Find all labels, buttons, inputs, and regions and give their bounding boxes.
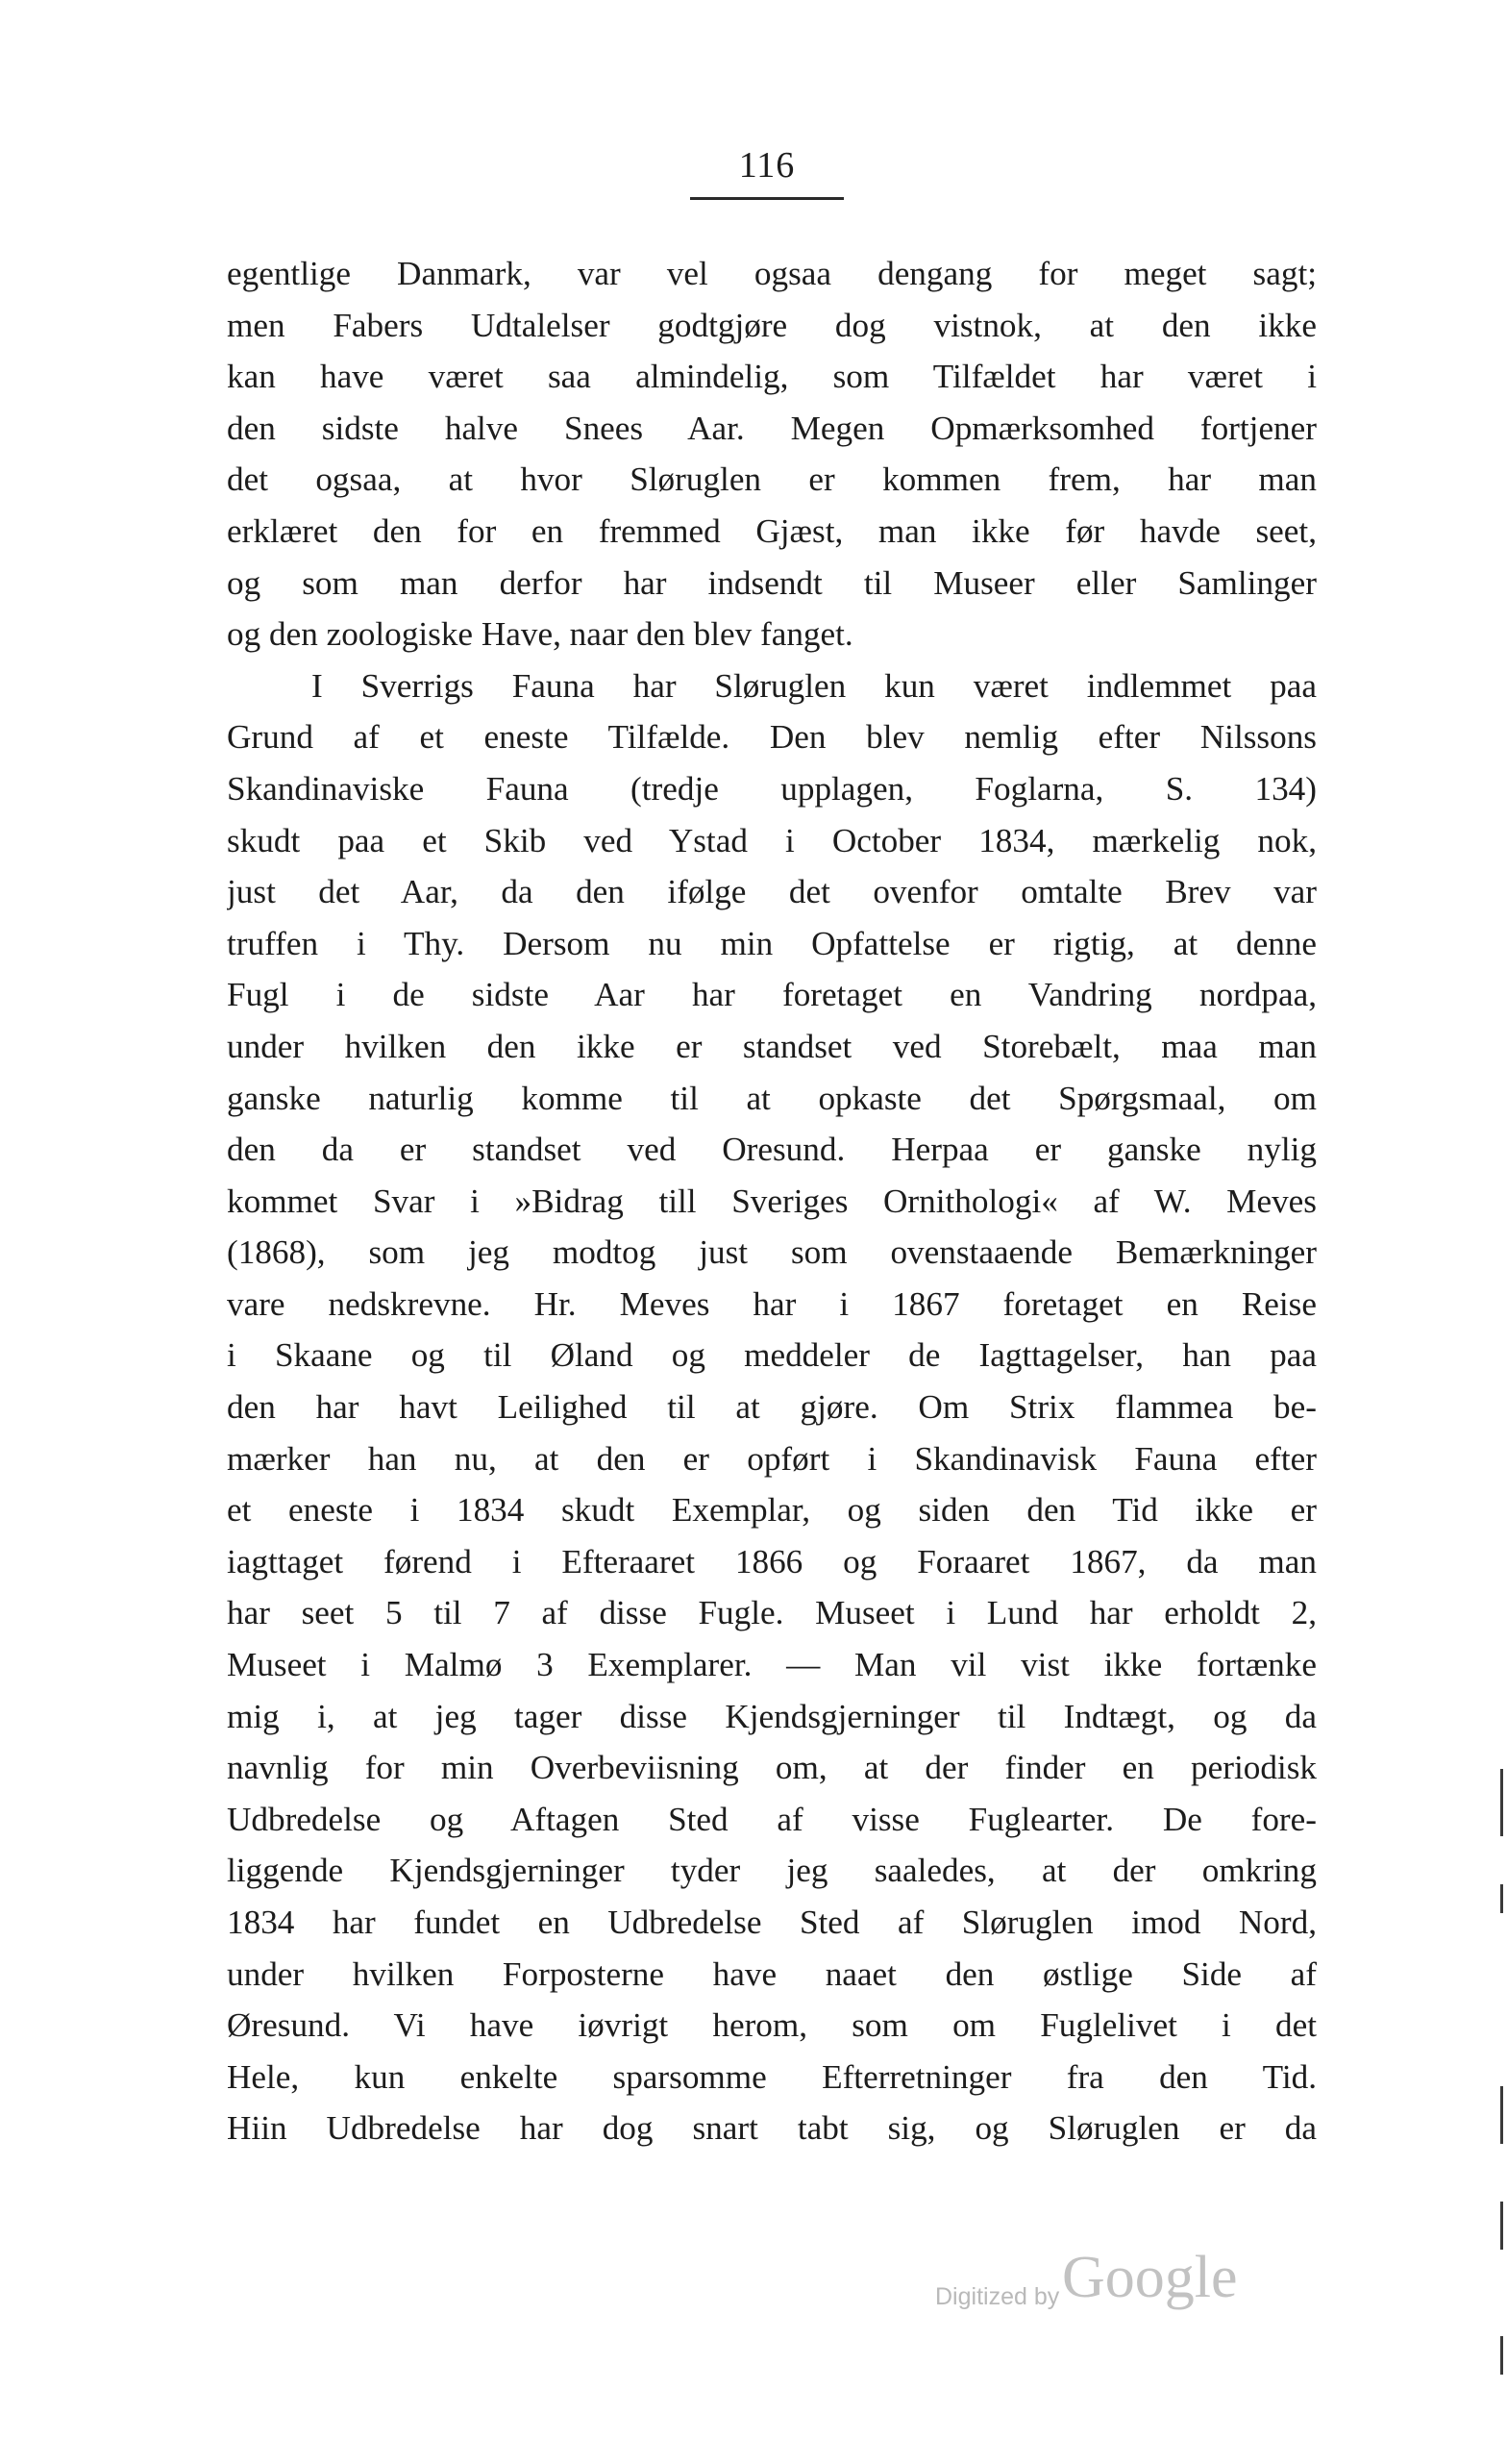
text-line: liggende Kjendsgjerninger tyder jeg saaledes, at der omkring (227, 1852, 1317, 1890)
text-line: erklæret den for en fremmed Gjæst, man ikke før havde seet, (227, 511, 1317, 550)
text-line: truffen i Thy. Dersom nu min Opfattelse er rigtig, at denne (227, 924, 1317, 962)
text-line: Museet i Malmø 3 Exemplarer. — Man vil vist ikke fortænke (227, 1646, 1317, 1684)
text-line: 1834 har fundet en Udbredelse Sted af Sløruglen imod Nord, (227, 1904, 1317, 1941)
text-line: iagttaget førend i Efteraaret 1866 og Foraaret 1867, da man (227, 1542, 1317, 1580)
page-edge-mark (1500, 1769, 1503, 1836)
text-line: kan have været saa almindelig, som Tilfældet har været i (227, 358, 1317, 396)
text-line: men Fabers Udtalelser godtgjøre dog vistnok, at den ikke (227, 306, 1317, 344)
text-line: og som man derfor har indsendt til Museer eller Samlinger (227, 563, 1317, 602)
text-line: under hvilken Forposterne have naaet den østlige Side af (227, 1954, 1317, 1993)
text-line: under hvilken den ikke er standset ved Storebælt, maa man (227, 1027, 1317, 1065)
google-logo: Google (1062, 2245, 1238, 2310)
text-line: det ogsaa, at hvor Sløruglen er kommen frem, har man (227, 460, 1317, 499)
page-edge-mark (1500, 1884, 1503, 1913)
text-line: Skandinaviske Fauna (tredje upplagen, Foglarna, S. 134) (227, 769, 1317, 808)
text-line: egentlige Danmark, var vel ogsaa dengang for meget sagt; (227, 255, 1317, 292)
page-edge-mark (1500, 2202, 1503, 2250)
text-line: mærker han nu, at den er opført i Skandinavisk Fauna efter (227, 1439, 1317, 1478)
text-line: just det Aar, da den ifølge det ovenfor omtalte Brev var (227, 873, 1317, 911)
text-line: (1868), som jeg modtog just som ovenstaaende Bemærkninger (227, 1233, 1317, 1272)
page-edge-mark (1500, 2086, 1503, 2144)
text-line: Fugl i de sidste Aar har foretaget en Vandring nordpaa, (227, 976, 1317, 1014)
text-line: I Sverrigs Fauna har Sløruglen kun været indlemmet paa (311, 666, 1317, 705)
text-line: Hele, kun enkelte sparsomme Efterretninger fra den Tid. (227, 2057, 1317, 2096)
body-text (227, 248, 1317, 2154)
text-line: Øresund. Vi have iøvrigt herom, som om Fuglelivet i det (227, 2006, 1317, 2045)
text-line: den har havt Leilighed til at gjøre. Om Strix flammea be- (227, 1388, 1317, 1427)
text-line: i Skaane og til Øland og meddeler de Iagttagelser, han paa (227, 1336, 1317, 1375)
page-number-underline (690, 197, 844, 200)
text-line: Hiin Udbredelse har dog snart tabt sig, og Sløruglen er da (227, 2109, 1317, 2148)
text-line: den sidste halve Snees Aar. Megen Opmærksomhed fortjener (227, 409, 1317, 447)
text-line: har seet 5 til 7 af disse Fugle. Museet i Lund har erholdt 2, (227, 1594, 1317, 1632)
page-number: 116 (738, 145, 796, 186)
text-line: vare nedskrevne. Hr. Meves har i 1867 foretaget en Reise (227, 1284, 1317, 1323)
text-line: et eneste i 1834 skudt Exemplar, og siden den Tid ikke er (227, 1491, 1317, 1530)
text-line: den da er standset ved Oresund. Herpaa er ganske nylig (227, 1131, 1317, 1169)
text-line: skudt paa et Skib ved Ystad i October 1834, mærkelig nok, (227, 821, 1317, 859)
digitized-by-label: Digitized by (935, 2283, 1060, 2310)
text-line: mig i, at jeg tager disse Kjendsgjerninger til Indtægt, og da (227, 1697, 1317, 1735)
text-line: ganske naturlig komme til at opkaste det Spørgsmaal, om (227, 1079, 1317, 1117)
page-edge-mark (1500, 2336, 1503, 2375)
text-line: Grund af et eneste Tilfælde. Den blev nemlig efter Nilssons (227, 718, 1317, 757)
text-line: og den zoologiske Have, naar den blev fanget. (227, 615, 853, 654)
text-line: kommet Svar i »Bidrag till Sveriges Ornithologi« af W. Meves (227, 1182, 1317, 1220)
text-line: Udbredelse og Aftagen Sted af visse Fuglearter. De fore- (227, 1800, 1317, 1838)
text-line: navnlig for min Overbeviisning om, at der finder en periodisk (227, 1749, 1317, 1787)
